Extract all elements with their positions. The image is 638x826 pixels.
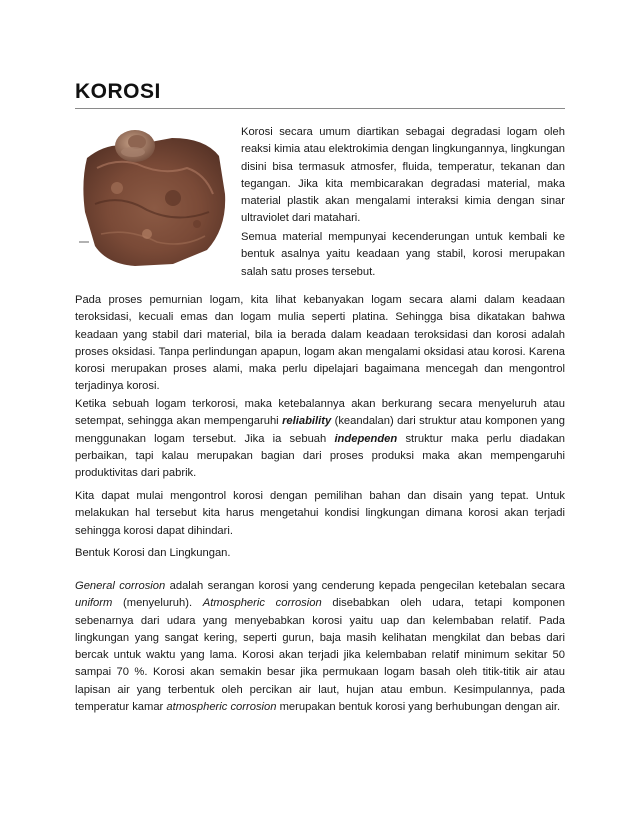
paragraph-forms-text-3: disebabkan oleh udara, tetapi komponen sebenarnya dari udara yang menyebabkan korosi yaitu uap dan kelembaban relatif. Pada lingkungan yang sangat kering, seperti gurun, baja masih kelihatan mengkilat dan bebas dari bercak untuk waktu yang lama. Korosi akan terjadi jika kelembaban relatif minimum sekitar 50 sampai 70 %. Korosi akan semakin besar jika permukaan logam basah oleh titik-titik air atau lapisan air yang terbentuk oleh percikan air laut, hujan atau embun. Kesimpulannya, pada temperatur kamar — [75, 597, 566, 714]
rusted-metal-image — [77, 124, 230, 270]
reliability-emphasis: reliability — [282, 415, 332, 428]
atmospheric-corrosion-term-2: atmospheric corrosion — [166, 701, 277, 714]
paragraph-reliability — [75, 396, 565, 482]
uniform-term: uniform — [75, 597, 113, 610]
intro-paragraph-1: Korosi secara umum diartikan sebagai degradasi logam oleh reaksi kimia atau elektrokimia dengan lingkungannya, lingkungan disini bisa termasuk atmosfer, fluida, temperatur, tekanan dan tegangan. Jika kita membicarakan degradasi material, maka material plastik akan mengalami interaksi kimia dengan sinar ultraviolet dari matahari. — [241, 126, 565, 225]
paragraph-reliability-text-1: Ketika sebuah logam terkorosi, maka ketebalannya akan berkurang secara menyeluruh atau setempat, sehingga akan mempengaruhi — [75, 398, 565, 428]
paragraph-control: Kita dapat mulai mengontrol korosi dengan pemilihan bahan dan disain yang tepat. Untuk melakukan hal tersebut kita harus mengetahui kondisi lingkungan dimana korosi akan terjadi sehingga korosi dapat dihindari. — [75, 490, 565, 537]
page-title: KOROSI — [75, 80, 161, 103]
paragraph-reliability-text-3: struktur maka perlu diadakan perbaikan, tapi kalau merupakan bagian dari proses produksi maka akan mempengaruhi produktivitas dari pabrik. — [75, 432, 565, 480]
intro-paragraph-2: Semua material mempunyai kecenderungan untuk kembali ke bentuk asalnya yaitu keadaan yang stabil, korosi merupakan salah satu proses tersebut. — [241, 231, 565, 278]
paragraph-refining: Pada proses pemurnian logam, kita lihat kebanyakan logam secara alami dalam keadaan teroksidasi, kecuali emas dan logam mulia seperti platina. Sehingga bisa dikatakan bahwa keadaan yang stabil dari material, bila ia berada dalam keadaan teroksidasi dan korosi adalah proses oksidasi. Tanpa perlindungan apapun, logam akan mengalami oksidasi atau korosi. Karena korosi merupakan proses alami, maka perlu dipelajari bagaimana mencegah dan mengontrol terjadinya korosi. — [75, 294, 565, 393]
atmospheric-corrosion-term: Atmospheric corrosion — [202, 597, 322, 610]
title-underline — [75, 108, 565, 109]
paragraph-corrosion-forms — [75, 578, 565, 716]
independen-emphasis: independen — [334, 432, 398, 445]
general-corrosion-term: General corrosion — [75, 580, 166, 592]
paragraph-forms-text-1: adalah serangan korosi yang cenderung kepada pengecilan ketebalan secara — [165, 580, 565, 592]
paragraph-forms-text-2: (menyeluruh). — [112, 597, 203, 610]
paragraph-reliability-text-2: (keandalan) dari struktur atau komponen yang menggunakan logam tersebut. Jika ia sebuah — [75, 415, 565, 445]
section-heading: Bentuk Korosi dan Lingkungan. — [75, 547, 231, 559]
paragraph-forms-text-4: merupakan bentuk korosi yang berhubungan dengan air. — [276, 701, 561, 714]
